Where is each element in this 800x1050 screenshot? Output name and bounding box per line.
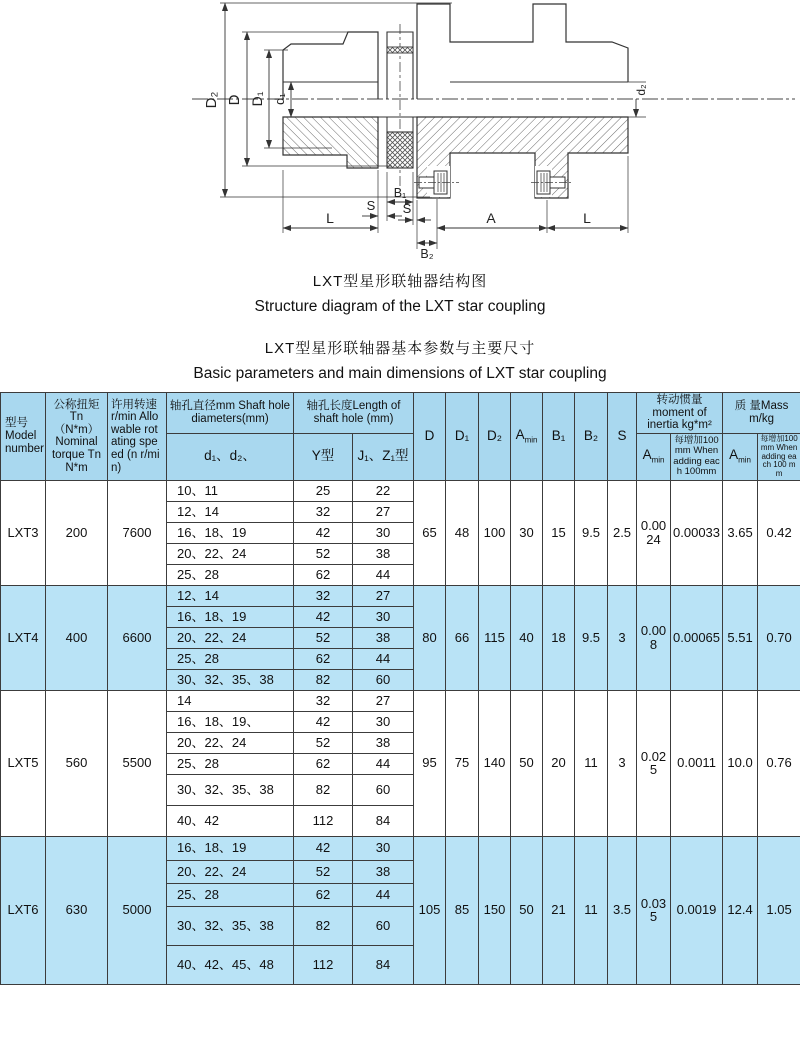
bore-diameters-cell: 25、28 [167, 883, 294, 906]
speed-cell: 5000 [108, 836, 167, 984]
dim-label-S1: S [366, 198, 376, 213]
jz-length-cell: 30 [353, 836, 414, 860]
spider-tip-section [387, 47, 413, 53]
dim-B1-cell: 20 [543, 690, 575, 836]
dim-label-D: D [226, 94, 243, 106]
dim-D1-cell: 66 [446, 585, 479, 690]
dim-B2-cell: 9.5 [575, 480, 608, 585]
bore-diameters-cell: 20、22、24 [167, 627, 294, 648]
header-B1: B₁ [543, 393, 575, 481]
table-title-en: Basic parameters and main dimensions of LXT star coupling [193, 365, 607, 382]
jz-length-cell: 84 [353, 805, 414, 836]
model-cell: LXT4 [1, 585, 46, 690]
header-d1-d2: d₁、d₂、 [167, 433, 294, 480]
inertia-per100-cell: 0.00033 [671, 480, 723, 585]
dim-B1-cell: 18 [543, 585, 575, 690]
mass-amin-cell: 3.65 [723, 480, 758, 585]
dim-label-A: A [486, 210, 496, 226]
dim-label-S2: S [402, 201, 412, 216]
table-body [1, 480, 800, 984]
torque-cell: 560 [46, 690, 108, 836]
y-length-cell: 112 [294, 805, 353, 836]
y-length-cell: 42 [294, 522, 353, 543]
header-mass-group: 质 量Mass m/kg [723, 393, 800, 434]
dim-S-cell: 3 [608, 690, 637, 836]
bore-diameters-cell: 20、22、24 [167, 543, 294, 564]
speed-cell: 5500 [108, 690, 167, 836]
header-jz-type: J₁、Z₁型 [353, 433, 414, 480]
elastomer-section [387, 132, 413, 168]
dim-B1-cell: 15 [543, 480, 575, 585]
header-inertia-per100: 每增加100mm When adding each 100mm [671, 433, 723, 480]
dim-D2-cell: 140 [479, 690, 511, 836]
left-hub-outline [283, 32, 378, 99]
y-length-cell: 112 [294, 945, 353, 984]
y-length-cell: 52 [294, 627, 353, 648]
dim-D2-cell: 150 [479, 836, 511, 984]
bore-diameters-cell: 30、32、35、38 [167, 669, 294, 690]
dim-Amin-cell: 40 [511, 585, 543, 690]
dim-D1-cell: 75 [446, 690, 479, 836]
dim-B2-cell: 11 [575, 836, 608, 984]
mass-per100-cell: 1.05 [758, 836, 800, 984]
header-inertia-group: 转动惯量moment of inertia kg*m² [637, 393, 723, 434]
jz-length-cell: 44 [353, 564, 414, 585]
inertia-amin-cell: 0.035 [637, 836, 671, 984]
bore-diameters-cell: 16、18、19 [167, 836, 294, 860]
header-D: D [414, 393, 446, 481]
table-row [1, 690, 800, 711]
header-B2: B₂ [575, 393, 608, 481]
dim-D2-cell: 115 [479, 585, 511, 690]
model-cell: LXT6 [1, 836, 46, 984]
bore-diameters-cell: 25、28 [167, 648, 294, 669]
bore-diameters-cell: 25、28 [167, 564, 294, 585]
y-length-cell: 62 [294, 883, 353, 906]
bore-diameters-cell: 30、32、35、38 [167, 906, 294, 945]
y-length-cell: 82 [294, 906, 353, 945]
header-shaft-hole-diameters: 轴孔直径mm Shaft hole diameters(mm) [167, 393, 294, 434]
dim-D-cell: 95 [414, 690, 446, 836]
dim-D-cell: 65 [414, 480, 446, 585]
inertia-amin-cell: 0.008 [637, 585, 671, 690]
dim-D1-cell: 85 [446, 836, 479, 984]
speed-cell: 6600 [108, 585, 167, 690]
jz-length-cell: 30 [353, 522, 414, 543]
bore-diameters-cell: 16、18、19、 [167, 711, 294, 732]
jz-length-cell: 27 [353, 501, 414, 522]
mass-amin-cell: 12.4 [723, 836, 758, 984]
bore-diameters-cell: 14 [167, 690, 294, 711]
bore-diameters-cell: 16、18、19 [167, 522, 294, 543]
dim-B1-cell: 21 [543, 836, 575, 984]
captions [0, 270, 800, 383]
inertia-per100-cell: 0.0011 [671, 690, 723, 836]
jz-length-cell: 30 [353, 606, 414, 627]
bore-diameters-cell: 25、28 [167, 753, 294, 774]
jz-length-cell: 22 [353, 480, 414, 501]
dim-S-cell: 2.5 [608, 480, 637, 585]
header-Amin: $A_{min}$ [511, 393, 543, 481]
dim-label-L-right: L [583, 210, 591, 226]
dim-Amin-cell: 50 [511, 690, 543, 836]
dim-S-cell: 3.5 [608, 836, 637, 984]
structure-diagram [0, 0, 800, 262]
header-y-type: Y型 [294, 433, 353, 480]
diagram-title-en: Structure diagram of the LXT star coupling [254, 298, 546, 315]
bore-diameters-cell: 10、11 [167, 480, 294, 501]
dim-label-B2: B₂ [420, 247, 434, 261]
header-torque: 公称扭矩Tn（N*m） Nominal torque Tn N*m [46, 393, 108, 481]
y-length-cell: 42 [294, 711, 353, 732]
bore-diameters-cell: 12、14 [167, 501, 294, 522]
header-mass-amin: $A_{min}$ [723, 433, 758, 480]
dim-label-B1: B₁ [393, 186, 407, 200]
mass-amin-cell: 10.0 [723, 690, 758, 836]
header-S: S [608, 393, 637, 481]
torque-cell: 400 [46, 585, 108, 690]
inertia-per100-cell: 0.00065 [671, 585, 723, 690]
inertia-per100-cell: 0.0019 [671, 836, 723, 984]
dim-label-D2: D₂ [203, 91, 220, 109]
y-length-cell: 32 [294, 501, 353, 522]
y-length-cell: 32 [294, 585, 353, 606]
header-model: 型号 Model number [1, 393, 46, 481]
mass-amin-cell: 5.51 [723, 585, 758, 690]
bore-diameters-cell: 30、32、35、38 [167, 774, 294, 805]
right-hub-outline [417, 4, 628, 99]
model-cell: LXT5 [1, 690, 46, 836]
y-length-cell: 82 [294, 669, 353, 690]
dim-label-D1: D₁ [249, 91, 265, 107]
y-length-cell: 42 [294, 606, 353, 627]
jz-length-cell: 27 [353, 690, 414, 711]
header-inertia-amin: $A_{min}$ [637, 433, 671, 480]
y-length-cell: 52 [294, 543, 353, 564]
header-shaft-hole-length: 轴孔长度Length of shaft hole (mm) [294, 393, 414, 434]
jz-length-cell: 38 [353, 627, 414, 648]
header-mass-per100: 每增加100mm When adding each 100 mm [758, 433, 800, 480]
dim-D-cell: 80 [414, 585, 446, 690]
inertia-amin-cell: 0.0024 [637, 480, 671, 585]
speed-cell: 7600 [108, 480, 167, 585]
torque-cell: 200 [46, 480, 108, 585]
jz-length-cell: 30 [353, 711, 414, 732]
jz-length-cell: 38 [353, 732, 414, 753]
jz-length-cell: 84 [353, 945, 414, 984]
jz-length-cell: 44 [353, 648, 414, 669]
jz-length-cell: 60 [353, 669, 414, 690]
dim-D2-cell: 100 [479, 480, 511, 585]
diagram-title-zh: LXT型星形联轴器结构图 [312, 273, 488, 290]
structure-diagram-container [0, 0, 800, 262]
dim-Amin-cell: 30 [511, 480, 543, 585]
dim-label-L-left: L [326, 210, 334, 226]
jz-length-cell: 60 [353, 906, 414, 945]
bore-diameters-cell: 16、18、19 [167, 606, 294, 627]
jz-length-cell: 44 [353, 753, 414, 774]
bore-diameters-cell: 12、14 [167, 585, 294, 606]
jz-length-cell: 44 [353, 883, 414, 906]
bore-diameters-cell: 20、22、24 [167, 860, 294, 883]
mass-per100-cell: 0.70 [758, 585, 800, 690]
table-title-zh: LXT型星形联轴器基本参数与主要尺寸 [264, 340, 536, 357]
header-D1: D₁ [446, 393, 479, 481]
y-length-cell: 52 [294, 732, 353, 753]
dim-D1-cell: 48 [446, 480, 479, 585]
y-length-cell: 52 [294, 860, 353, 883]
y-length-cell: 62 [294, 753, 353, 774]
dim-B2-cell: 9.5 [575, 585, 608, 690]
table-row [1, 480, 800, 501]
jz-length-cell: 38 [353, 543, 414, 564]
model-cell: LXT3 [1, 480, 46, 585]
dim-label-d2: d₂ [634, 84, 648, 96]
y-length-cell: 62 [294, 648, 353, 669]
dim-label-d1: d₁ [272, 93, 287, 105]
header-D2: D₂ [479, 393, 511, 481]
header-speed: 许用转速r/min Allowable rotating speed (n r/min) [108, 393, 167, 481]
left-hub-section [283, 117, 378, 168]
bore-diameters-cell: 40、42、45、48 [167, 945, 294, 984]
y-length-cell: 62 [294, 564, 353, 585]
dim-Amin-cell: 50 [511, 836, 543, 984]
table-row [1, 585, 800, 606]
dim-S-cell: 3 [608, 585, 637, 690]
jz-length-cell: 38 [353, 860, 414, 883]
y-length-cell: 42 [294, 836, 353, 860]
mass-per100-cell: 0.76 [758, 690, 800, 836]
table-row [1, 836, 800, 860]
torque-cell: 630 [46, 836, 108, 984]
y-length-cell: 32 [294, 690, 353, 711]
y-length-cell: 82 [294, 774, 353, 805]
parameters-table [0, 392, 800, 985]
y-length-cell: 25 [294, 480, 353, 501]
dim-D-cell: 105 [414, 836, 446, 984]
bore-diameters-cell: 20、22、24 [167, 732, 294, 753]
inertia-amin-cell: 0.025 [637, 690, 671, 836]
dim-B2-cell: 11 [575, 690, 608, 836]
mass-per100-cell: 0.42 [758, 480, 800, 585]
jz-length-cell: 27 [353, 585, 414, 606]
bore-diameters-cell: 40、42 [167, 805, 294, 836]
jz-length-cell: 60 [353, 774, 414, 805]
